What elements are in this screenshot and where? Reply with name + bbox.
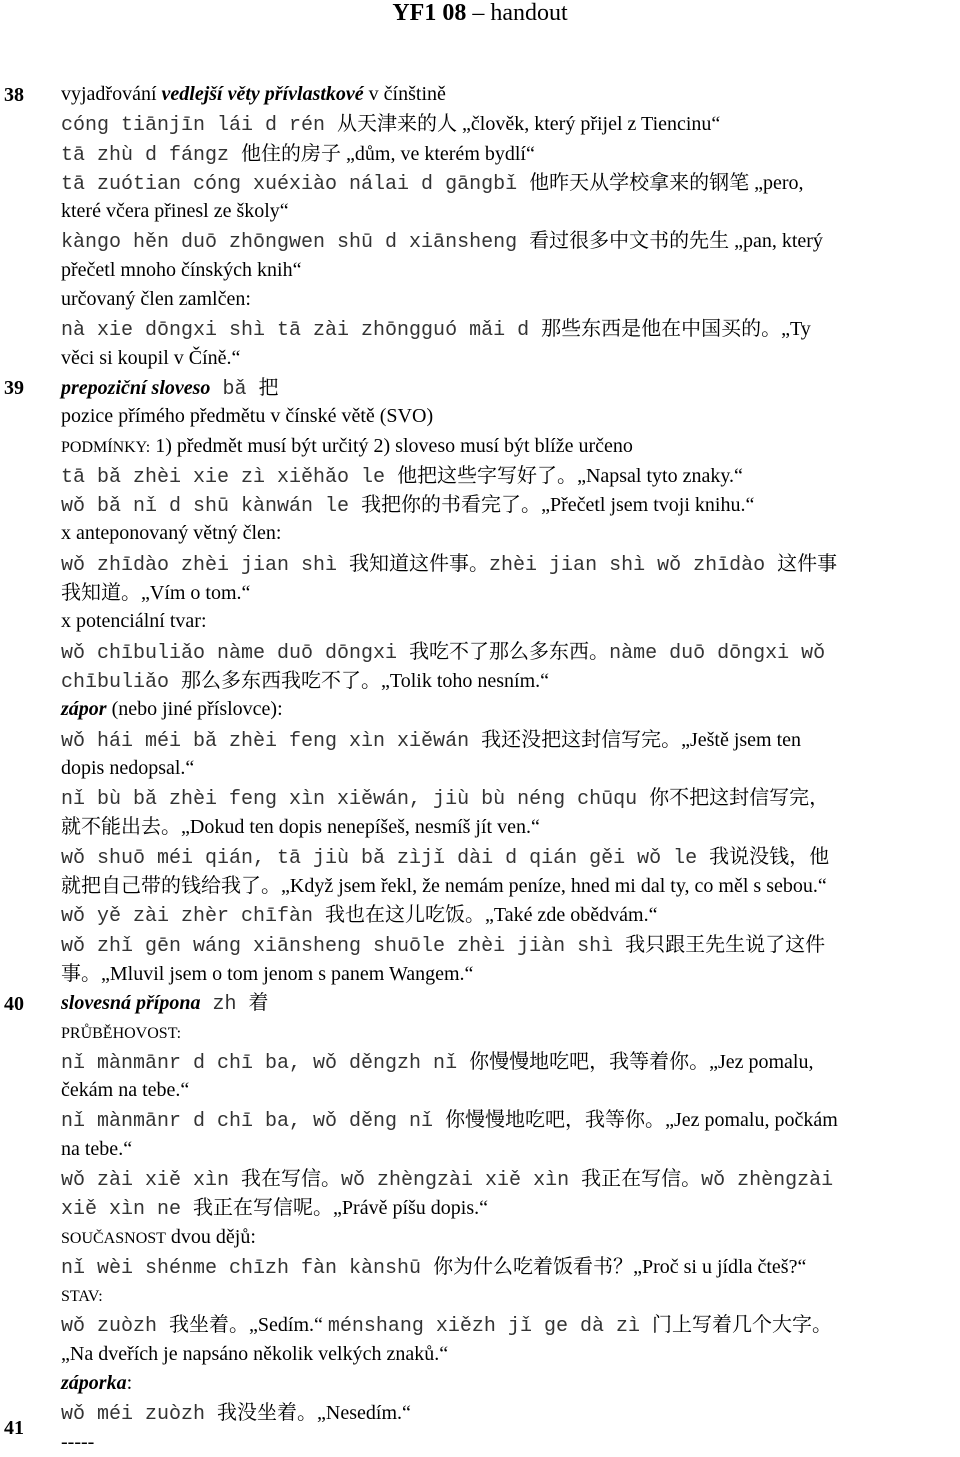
hanzi: 我只跟王先生说了这件 — [625, 931, 826, 956]
example-line — [61, 1047, 958, 1076]
hanzi: 就不能出去。 — [61, 814, 181, 839]
pinyin: tā zuótian cóng xuéxiào nálai d gāngbǐ — [61, 172, 530, 196]
pinyin: nàme duō dōngxi wǒ — [609, 641, 826, 665]
pinyin: nǐ bù bǎ zhèi feng xìn xiěwán, jiù bù néng chūqu — [61, 788, 650, 812]
title-subtitle: handout — [490, 0, 568, 26]
translation: které včera přinesl ze školy“ — [61, 200, 289, 223]
pinyin: kàngo hěn duō zhōngwen shū d xiānsheng — [61, 231, 530, 255]
section-number-39: 39 — [4, 377, 24, 399]
example-line — [61, 549, 958, 578]
translation: přečetl mnoho čínských knih“ — [61, 258, 302, 281]
topic-term: záporka — [61, 1372, 127, 1395]
pinyin: tā bǎ zhèi xie zì xiěhǎo le — [61, 465, 398, 489]
hanzi: 看过很多中文书的先生 — [529, 228, 730, 253]
pinyin: cóng tiānjīn lái d rén — [61, 114, 338, 138]
text: : — [126, 1372, 133, 1395]
section-41-placeholder — [61, 1428, 958, 1457]
example-line — [61, 812, 958, 841]
example-line — [61, 1135, 958, 1164]
hanzi: 我知道。 — [61, 580, 141, 605]
title-dash: – — [466, 0, 491, 26]
hanzi: 就把自己带的钱给我了。 — [61, 873, 281, 898]
translation: „Mluvil jsem o tom jenom s panem Wangem.“ — [101, 962, 474, 985]
translation: „Sedím.“ — [249, 1314, 328, 1337]
translation: „Tolik toho nesním.“ — [381, 669, 550, 692]
page-title — [0, 0, 960, 26]
example-line — [61, 314, 958, 343]
text: dvou dějů: — [165, 1225, 256, 1248]
section-38-heading — [61, 80, 958, 109]
pinyin: wǒ shuō méi qián, tā jiù bǎ zìjǐ dài d qián gěi wǒ le — [61, 846, 710, 870]
translation: „Také zde obědvám.“ — [485, 904, 658, 927]
translation: „Přečetl jsem tvoji knihu.“ — [541, 494, 755, 517]
handout-body — [61, 80, 958, 1457]
pinyin: xiě xìn ne — [61, 1198, 194, 1222]
example-line — [61, 1340, 958, 1369]
hanzi: 门上写着几个大字。 — [651, 1312, 832, 1337]
translation: „dům, ve kterém bydlí“ — [341, 142, 535, 165]
pinyin: chībuliǎo — [61, 670, 182, 694]
example-line — [61, 344, 958, 373]
hanzi: 你慢慢地吃吧，我等着你。 — [469, 1048, 710, 1073]
translation: „Ty — [781, 318, 811, 341]
translation: čekám na tebe.“ — [61, 1079, 190, 1102]
translation: „Jez pomalu, — [709, 1050, 814, 1073]
pinyin: zhèi jian shì wǒ zhīdào — [489, 553, 778, 577]
pinyin: nǐ wèi shénme chīzh fàn kànshū — [61, 1256, 434, 1280]
example-line — [61, 1310, 958, 1339]
example-line — [61, 725, 958, 754]
pinyin: wǒ hái méi bǎ zhèi feng xìn xiěwán — [61, 729, 482, 753]
pinyin: wǒ méi zuòzh — [61, 1403, 218, 1427]
subheading — [61, 1223, 958, 1252]
example-line — [61, 1076, 958, 1105]
section-number-41: 41 — [4, 1417, 24, 1439]
hanzi: 从天津来的人 — [337, 111, 458, 136]
text: určovaný člen zamlčen: — [61, 288, 251, 311]
hanzi: 我知道这件事。 — [349, 550, 490, 575]
translation: „Právě píšu dopis.“ — [333, 1197, 489, 1220]
pinyin: wǒ zhǐ gēn wáng xiānsheng shuōle zhèi jiàn shì — [61, 934, 626, 958]
pinyin: nǐ mànmānr d chī ba, wǒ děng nǐ — [61, 1110, 446, 1134]
example-line — [61, 578, 958, 607]
translation: na tebe.“ — [61, 1137, 133, 1160]
example-line — [61, 197, 958, 226]
hanzi: 我还没把这封信写完。 — [481, 726, 682, 751]
hanzi: 着 — [248, 990, 269, 1015]
translation: „Napsal tyto znaky.“ — [577, 464, 743, 487]
pinyin: bǎ — [210, 377, 259, 401]
translation: „Když jsem řekl, že nemám peníze, hned mi dal ty, co měl s sebou.“ — [281, 875, 827, 898]
keyword: PODMÍNKY: — [61, 438, 151, 456]
pinyin: wǒ zhèngzài xiě xìn — [341, 1168, 582, 1192]
translation: „Vím o tom.“ — [141, 582, 251, 605]
text: v čínštině — [363, 83, 446, 105]
keyword: STAV: — [61, 1288, 103, 1306]
topic-term: prepoziční sloveso — [61, 376, 211, 399]
translation: „pan, který — [729, 230, 823, 253]
translation: „Na dveřích je napsáno několik velkých znaků.“ — [61, 1342, 449, 1365]
text: x anteponovaný větný člen: — [61, 522, 282, 545]
hanzi: 他住的房子 — [241, 140, 342, 165]
example-line — [61, 900, 958, 929]
hanzi: 他把这些字写好了。 — [397, 462, 578, 487]
translation: „Nesedím.“ — [317, 1402, 411, 1425]
subheading — [61, 519, 958, 548]
example-line — [61, 1164, 958, 1193]
hanzi: 把 — [258, 374, 279, 399]
translation: „Dokud ten dopis nenepíšeš, nesmíš jít ven.“ — [181, 816, 540, 839]
example-line — [61, 930, 958, 959]
example-line — [61, 109, 958, 138]
translation: věci si koupil v Číně.“ — [61, 346, 241, 369]
example-line — [61, 226, 958, 255]
text: x potenciální tvar: — [61, 610, 207, 633]
translation: dopis nedopsal.“ — [61, 756, 195, 779]
translation: „pero, — [749, 171, 804, 194]
translation: „Jez pomalu, počkám — [665, 1109, 838, 1132]
example-line — [61, 1252, 958, 1281]
subheading — [61, 1369, 958, 1398]
example-line — [61, 139, 958, 168]
hanzi: 这件事 — [777, 550, 838, 575]
hanzi: 我也在这儿吃饭。 — [325, 902, 486, 927]
text: vyjadřování — [61, 83, 162, 105]
text: ----- — [61, 1430, 95, 1453]
pinyin: nǐ mànmānr d chī ba, wǒ děngzh nǐ — [61, 1051, 470, 1075]
translation: „člověk, který přijel z Tiencinu“ — [457, 113, 721, 136]
example-line — [61, 461, 958, 490]
example-line — [61, 1105, 958, 1134]
hanzi: 你慢慢地吃吧，我等你。 — [445, 1107, 666, 1132]
example-line — [61, 754, 958, 783]
hanzi: 我吃不了那么多东西。 — [409, 638, 610, 663]
topic-term: zápor — [61, 698, 107, 721]
hanzi: 你不把这封信写完， — [649, 785, 830, 810]
hanzi: 你为什么吃着饭看书？ — [433, 1253, 634, 1278]
hanzi: 他昨天从学校拿来的钢笔 — [529, 169, 750, 194]
keyword: SOUČASNOST — [61, 1229, 166, 1247]
example-line — [61, 871, 958, 900]
section-number-40: 40 — [4, 993, 24, 1015]
keyword: PRŮBĚHOVOST: — [61, 1024, 182, 1042]
example-line — [61, 256, 958, 285]
hanzi: 我把你的书看完了。 — [361, 492, 542, 517]
hanzi: 我坐着。 — [169, 1312, 250, 1337]
subheading — [61, 695, 958, 724]
example-line — [61, 168, 958, 197]
translation: „Proč si u jídla čteš?“ — [633, 1255, 807, 1278]
example-line — [61, 783, 958, 812]
subheading — [61, 1281, 958, 1310]
hanzi: 那么多东西我吃不了。 — [181, 667, 382, 692]
subheading — [61, 285, 958, 314]
hanzi: 我正在写信呢。 — [193, 1195, 334, 1220]
pinyin: wǒ zài xiě xìn — [61, 1168, 242, 1192]
pinyin: wǒ bǎ nǐ d shū kànwán le — [61, 495, 362, 519]
pinyin: nà xie dōngxi shì tā zài zhōngguó mǎi d — [61, 319, 542, 343]
hanzi: 我没坐着。 — [217, 1400, 318, 1425]
pinyin: zh — [200, 993, 249, 1017]
topic-term: slovesná přípona — [61, 992, 201, 1015]
pinyin: tā zhù d fángz — [61, 143, 242, 167]
translation: „Ještě jsem ten — [681, 728, 802, 751]
example-line — [61, 1193, 958, 1222]
text: (nebo jiné příslovce): — [106, 698, 283, 721]
text-line — [61, 432, 958, 461]
example-line — [61, 842, 958, 871]
pinyin: wǒ chībuliǎo nàme duō dōngxi — [61, 641, 410, 665]
hanzi: 我说没钱，他 — [709, 843, 830, 868]
section-39-heading — [61, 373, 958, 402]
hanzi: 事。 — [61, 960, 101, 985]
hanzi: 我正在写信。 — [581, 1165, 702, 1190]
pinyin: wǒ zhèngzài — [701, 1168, 834, 1192]
hanzi: 我在写信。 — [241, 1165, 342, 1190]
pinyin: wǒ zhīdào zhèi jian shì — [61, 553, 350, 577]
text-line — [61, 402, 958, 431]
example-line — [61, 959, 958, 988]
section-40-heading — [61, 988, 958, 1017]
pinyin: wǒ zuòzh — [61, 1315, 170, 1339]
example-line — [61, 490, 958, 519]
pinyin: ménshang xiězh jǐ ge dà zì — [327, 1315, 652, 1339]
subheading — [61, 1018, 958, 1047]
topic-term: vedlejší věty přívlastkové — [161, 83, 364, 105]
text: 1) předmět musí být určitý 2) sloveso musí být blíže určeno — [150, 434, 633, 457]
hanzi: 那些东西是他在中国买的。 — [541, 316, 782, 341]
example-line — [61, 666, 958, 695]
text: pozice přímého předmětu v čínské větě (SVO) — [61, 405, 434, 428]
section-number-38: 38 — [4, 84, 24, 106]
title-code: YF1 08 — [392, 0, 467, 26]
example-line — [61, 637, 958, 666]
subheading — [61, 607, 958, 636]
example-line — [61, 1398, 958, 1427]
pinyin: wǒ yě zài zhèr chīfàn — [61, 905, 326, 929]
